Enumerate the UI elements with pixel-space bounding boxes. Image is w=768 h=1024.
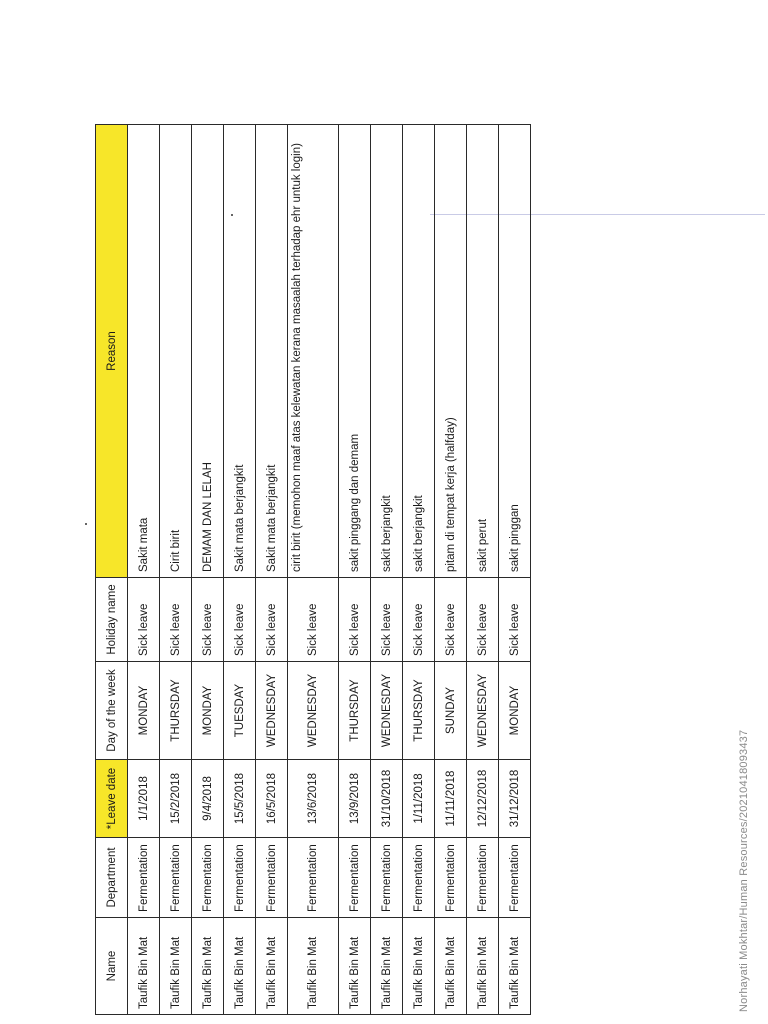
table-row <box>160 125 192 1015</box>
cell-name: Taufik Bin Mat <box>224 918 256 1015</box>
cell-holiday: Sick leave <box>160 578 192 662</box>
cell-leave-date: 31/10/2018 <box>371 760 403 838</box>
cell-day: MONDAY <box>192 662 224 760</box>
header-leave-date: *Leave date <box>96 760 128 838</box>
cell-day: THURSDAY <box>160 662 192 760</box>
table-row <box>339 125 371 1015</box>
table-row <box>403 125 435 1015</box>
cell-reason: sakit berjangkit <box>403 125 435 578</box>
document-watermark: Norhayati Mokhtar/Human Resources/20210418093437 <box>738 729 750 1012</box>
table-header-row <box>96 125 128 1015</box>
cell-department: Fermentation <box>288 838 339 918</box>
cell-day: WEDNESDAY <box>371 662 403 760</box>
cell-reason: sakit berjangkit <box>371 125 403 578</box>
cell-name: Taufik Bin Mat <box>256 918 288 1015</box>
cell-day: MONDAY <box>128 662 160 760</box>
leave-table <box>95 124 531 1015</box>
table-row <box>435 125 467 1015</box>
cell-name: Taufik Bin Mat <box>128 918 160 1015</box>
cell-department: Fermentation <box>160 838 192 918</box>
cell-leave-date: 13/9/2018 <box>339 760 371 838</box>
cell-holiday: Sick leave <box>192 578 224 662</box>
header-department: Department <box>96 838 128 918</box>
cell-holiday: Sick leave <box>403 578 435 662</box>
leave-table-container <box>95 125 521 1015</box>
cell-leave-date: 13/6/2018 <box>288 760 339 838</box>
cell-name: Taufik Bin Mat <box>192 918 224 1015</box>
cell-holiday: Sick leave <box>339 578 371 662</box>
cell-department: Fermentation <box>467 838 499 918</box>
header-name: Name <box>96 918 128 1015</box>
header-reason: Reason <box>96 125 128 578</box>
cell-reason: Cirit birit <box>160 125 192 578</box>
cell-holiday: Sick leave <box>467 578 499 662</box>
cell-name: Taufik Bin Mat <box>288 918 339 1015</box>
cell-name: Taufik Bin Mat <box>339 918 371 1015</box>
cell-reason: Sakit mata berjangkit <box>224 125 256 578</box>
cell-reason: Sakit mata berjangkit <box>256 125 288 578</box>
cell-day: SUNDAY <box>435 662 467 760</box>
table-row <box>128 125 160 1015</box>
cell-day: THURSDAY <box>403 662 435 760</box>
cell-leave-date: 1/1/2018 <box>128 760 160 838</box>
cell-holiday: Sick leave <box>435 578 467 662</box>
cell-holiday: Sick leave <box>224 578 256 662</box>
header-holiday-name: Holiday name <box>96 578 128 662</box>
cell-leave-date: 11/11/2018 <box>435 760 467 838</box>
cell-day: THURSDAY <box>339 662 371 760</box>
cell-holiday: Sick leave <box>128 578 160 662</box>
cell-reason: Sakit mata <box>128 125 160 578</box>
cell-department: Fermentation <box>371 838 403 918</box>
table-row <box>288 125 339 1015</box>
cell-holiday: Sick leave <box>499 578 531 662</box>
cell-leave-date: 1/11/2018 <box>403 760 435 838</box>
cell-day: MONDAY <box>499 662 531 760</box>
cell-reason: sakit pinggan <box>499 125 531 578</box>
cell-leave-date: 15/2/2018 <box>160 760 192 838</box>
cell-leave-date: 12/12/2018 <box>467 760 499 838</box>
cell-holiday: Sick leave <box>288 578 339 662</box>
cell-leave-date: 15/5/2018 <box>224 760 256 838</box>
cell-holiday: Sick leave <box>256 578 288 662</box>
cell-name: Taufik Bin Mat <box>435 918 467 1015</box>
cell-leave-date: 16/5/2018 <box>256 760 288 838</box>
cell-name: Taufik Bin Mat <box>499 918 531 1015</box>
cell-department: Fermentation <box>128 838 160 918</box>
cell-name: Taufik Bin Mat <box>160 918 192 1015</box>
cell-department: Fermentation <box>499 838 531 918</box>
cell-reason: cirit birit (memohon maaf atas kelewatan kerana masaalah terhadap ehr untuk login) <box>288 125 339 578</box>
table-row <box>224 125 256 1015</box>
table-row <box>256 125 288 1015</box>
cell-department: Fermentation <box>256 838 288 918</box>
cell-name: Taufik Bin Mat <box>467 918 499 1015</box>
table-row <box>371 125 403 1015</box>
cell-reason: DEMAM DAN LELAH <box>192 125 224 578</box>
table-row <box>192 125 224 1015</box>
cell-day: WEDNESDAY <box>467 662 499 760</box>
cell-day: WEDNESDAY <box>256 662 288 760</box>
table-row <box>467 125 499 1015</box>
cell-reason: sakit perut <box>467 125 499 578</box>
cell-department: Fermentation <box>192 838 224 918</box>
scan-artifact-dot <box>85 523 87 525</box>
cell-holiday: Sick leave <box>371 578 403 662</box>
cell-reason: sakit pinggang dan demam <box>339 125 371 578</box>
cell-name: Taufik Bin Mat <box>403 918 435 1015</box>
cell-department: Fermentation <box>435 838 467 918</box>
cell-department: Fermentation <box>224 838 256 918</box>
cell-department: Fermentation <box>339 838 371 918</box>
cell-leave-date: 31/12/2018 <box>499 760 531 838</box>
cell-day: TUESDAY <box>224 662 256 760</box>
cell-day: WEDNESDAY <box>288 662 339 760</box>
cell-reason: pitam di tempat kerja (halfday) <box>435 125 467 578</box>
table-row <box>499 125 531 1015</box>
cell-name: Taufik Bin Mat <box>371 918 403 1015</box>
cell-department: Fermentation <box>403 838 435 918</box>
header-day-of-week: Day of the week <box>96 662 128 760</box>
cell-leave-date: 9/4/2018 <box>192 760 224 838</box>
